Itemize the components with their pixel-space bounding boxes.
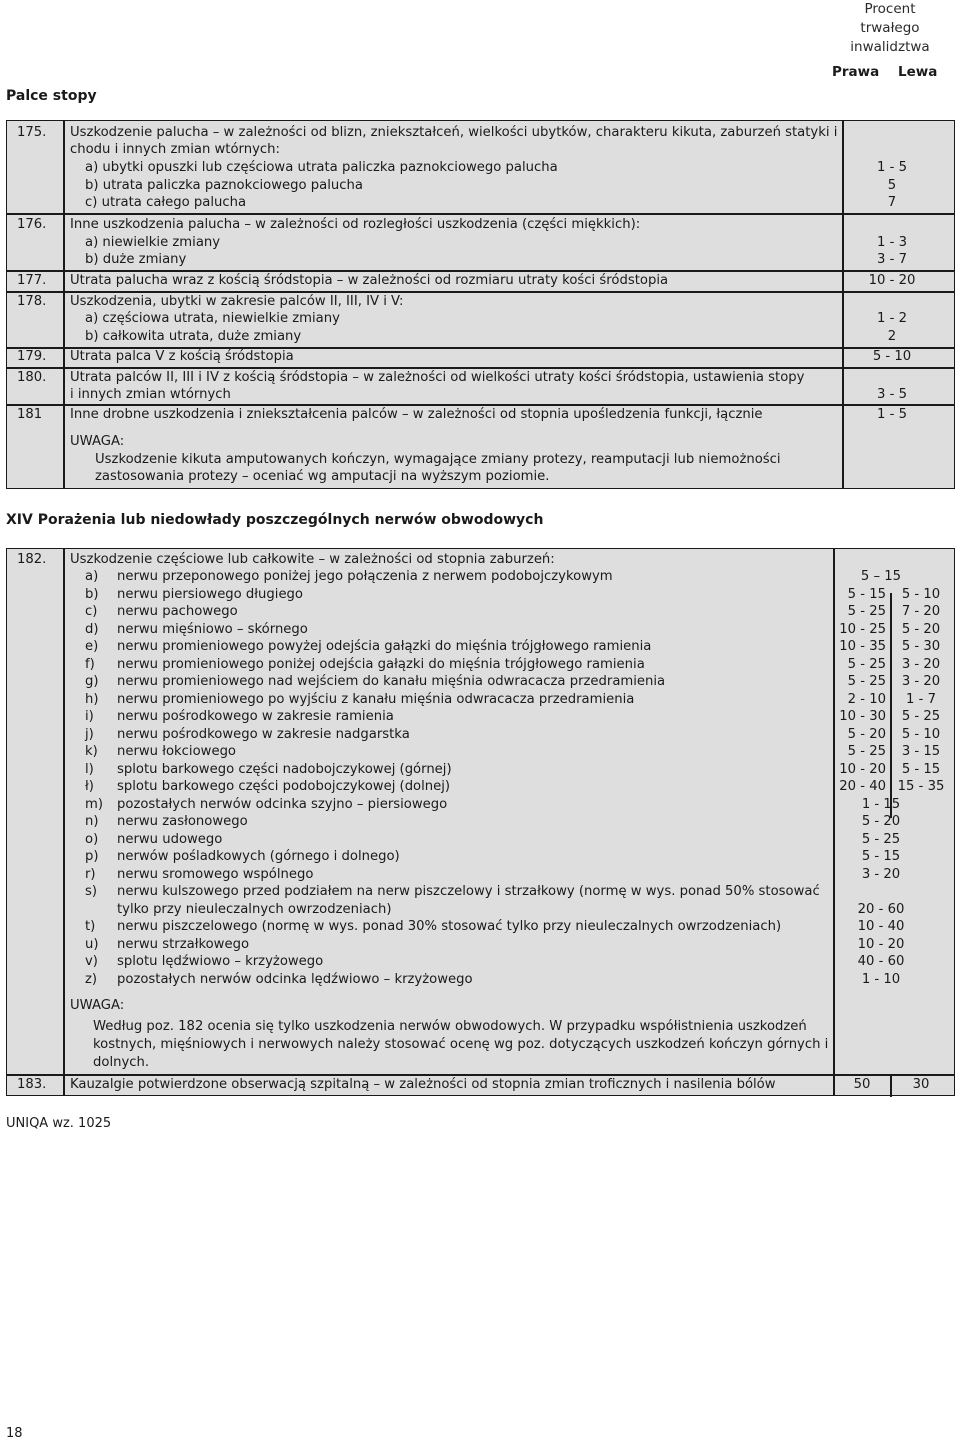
percent-value: 10 - 40: [857, 919, 905, 934]
item-text: nerwu zasłonowego: [117, 814, 248, 829]
item-text: Utrata palców II, III i IV z kością śródstopia – w zależności od wielkości utraty kości śródstopia, ustawienia stopy: [70, 370, 805, 385]
item-text: nerwu pachowego: [117, 604, 238, 619]
item-letter: t): [85, 919, 96, 934]
item-text: nerwu pośrodkowego w zakresie nadgarstka: [117, 726, 410, 742]
row-divider: [7, 213, 954, 215]
item-text: nerwu kulszowego przed podziałem na nerw piszczelowy i strzałkowy (normę w wys. ponad 50% stosować: [117, 884, 820, 899]
item-text: Utrata palucha wraz z kością śródstopia – w zależności od rozmiaru utraty kości śródstopia: [70, 273, 669, 288]
percent-value-left: 3 - 20: [901, 674, 941, 689]
percent-header: [840, 0, 940, 57]
item-number: 178.: [17, 294, 47, 309]
item-letter: o): [85, 831, 99, 847]
item-text: nerwu mięśniowo – skórnego: [117, 621, 308, 637]
percent-value: 1 - 15: [861, 796, 901, 812]
percent-value-left: 3 - 20: [901, 656, 941, 672]
nerves-table: [6, 548, 955, 1096]
item-text: nerwu pośrodkowego w zakresie ramienia: [117, 709, 394, 724]
item-text: pozostałych nerwów odcinka szyjno – piersiowego: [117, 796, 448, 812]
item-letter: k): [85, 744, 98, 759]
percent-value-right: 50: [853, 1077, 871, 1092]
percent-value-left: 5 - 10: [901, 586, 941, 602]
item-letter: i): [85, 709, 94, 724]
percent-value-right: 5 - 25: [847, 674, 886, 689]
percent-value: 5 - 15: [861, 849, 901, 864]
percent-value: 1 - 5: [877, 407, 907, 422]
percent-value-right: 10 - 35: [839, 639, 886, 654]
toes-table: [6, 120, 955, 489]
item-text: Uszkodzenie częściowe lub całkowite – w zależności od stopnia zaburzeń:: [70, 552, 555, 567]
percent-value-left: 1 - 7: [906, 691, 936, 707]
left-column-header: Lewa: [898, 64, 938, 80]
page-number: 18: [6, 1426, 23, 1441]
item-text: tylko przy nieuleczalnych owrzodzeniach): [117, 901, 392, 917]
item-text: nerwów pośladkowych (górnego i dolnego): [117, 849, 400, 864]
item-letter: ł): [85, 779, 94, 794]
percent-value: 5: [887, 178, 897, 193]
sub-item: a) niewielkie zmiany: [85, 235, 221, 250]
section-title-toes: Palce stopy: [6, 88, 97, 104]
percent-value-right: 5 - 25: [847, 744, 886, 759]
item-number: 181: [17, 407, 43, 422]
percent-value: 20 - 60: [857, 901, 905, 917]
note-text: kostnych, mięśniowych i nerwowych należy stosować ocenę wg poz. dotyczących uszkodzeń kończyn górnych i: [93, 1037, 829, 1052]
item-text: Utrata palca V z kością śródstopia: [70, 349, 294, 364]
item-text: splotu lędźwiowo – krzyżowego: [117, 954, 324, 969]
percent-value: 1 - 3: [877, 235, 907, 250]
percent-value-right: 5 - 25: [847, 604, 886, 619]
item-letter: p): [85, 849, 99, 864]
percent-value-right: 10 - 20: [839, 761, 886, 777]
percent-value-left: 5 - 15: [901, 761, 941, 777]
item-text: Uszkodzenie palucha – w zależności od blizn, zniekształceń, wielkości ubytków, charakteru kikuta, zaburzeń statyki i: [70, 125, 838, 140]
item-text: nerwu sromowego wspólnego: [117, 866, 314, 882]
item-number: 179.: [17, 349, 47, 364]
percent-value-right: 5 - 25: [847, 656, 886, 672]
item-text: pozostałych nerwów odcinka lędźwiowo – krzyżowego: [117, 971, 473, 987]
percent-value-left: 3 - 15: [901, 744, 941, 759]
item-letter: h): [85, 691, 99, 707]
sub-item: b) utrata paliczka paznokciowego palucha: [85, 178, 363, 193]
percent-value: 5 - 10: [872, 349, 912, 364]
sub-item: c) utrata całego palucha: [85, 195, 247, 210]
percent-value: 10 - 20: [857, 936, 905, 952]
sub-item: b) całkowita utrata, duże zmiany: [85, 329, 302, 344]
percent-value: 1 - 5: [877, 160, 907, 175]
item-text: splotu barkowego części nadobojczykowej (górnej): [117, 761, 452, 777]
item-number: 176.: [17, 217, 47, 232]
percent-value: 3 - 5: [877, 387, 907, 402]
item-letter: z): [85, 971, 98, 987]
percent-value: 5 – 15: [860, 569, 902, 584]
number-column-divider: [63, 121, 65, 488]
item-letter: e): [85, 639, 99, 654]
percent-value-right: 10 - 30: [839, 709, 886, 724]
percent-value-left: 30: [912, 1077, 930, 1092]
item-text: nerwu promieniowego poniżej odejścia gałązki do mięśnia trójgłowego ramienia: [117, 656, 645, 672]
percent-header-line3: inwalidztwa: [850, 39, 930, 55]
sub-item: b) duże zmiany: [85, 252, 187, 267]
note-label: UWAGA:: [70, 434, 125, 449]
item-text: Inne uszkodzenia palucha – w zależności od rozległości uszkodzenia (części miękkich):: [70, 217, 641, 232]
item-text: Kauzalgie potwierdzone obserwacją szpitalną – w zależności od stopnia zmian troficznych i nasilenia bólów: [70, 1077, 776, 1092]
item-letter: b): [85, 586, 99, 602]
item-number: 183.: [17, 1077, 47, 1092]
percent-value: 5 - 20: [861, 814, 901, 829]
percent-value: 3 - 20: [861, 866, 901, 882]
item-number: 177.: [17, 273, 47, 288]
note-label: UWAGA:: [70, 998, 125, 1013]
percent-value-right: 10 - 25: [839, 621, 886, 637]
percent-header-line1: Procent: [864, 1, 916, 17]
item-letter: c): [85, 604, 98, 619]
note-text: Według poz. 182 ocenia się tylko uszkodzenia nerwów obwodowych. W przypadku współistnienia uszkodzeń: [93, 1019, 807, 1034]
item-letter: j): [85, 726, 94, 742]
item-number: 180.: [17, 370, 47, 385]
item-text: nerwu promieniowego nad wejściem do kanału mięśnia odwracacza przedramienia: [117, 674, 666, 689]
number-column-divider: [63, 549, 65, 1095]
percent-value-right: 5 - 20: [847, 726, 886, 742]
percent-value-left: 5 - 10: [901, 726, 941, 742]
item-text: nerwu piszczelowego (normę w wys. ponad 30% stosować tylko przy nieuleczalnych owrzodzeniach): [117, 919, 782, 934]
item-text: nerwu promieniowego po wyjściu z kanału mięśnia odwracacza przedramienia: [117, 691, 635, 707]
right-column-header: Prawa: [832, 64, 880, 80]
sub-item: a) ubytki opuszki lub częściowa utrata paliczka paznokciowego palucha: [85, 160, 558, 175]
item-number: 175.: [17, 125, 47, 140]
item-letter: v): [85, 954, 98, 969]
item-number: 182.: [17, 552, 47, 567]
item-text: nerwu udowego: [117, 831, 223, 847]
item-letter: n): [85, 814, 99, 829]
note-text: dolnych.: [93, 1055, 150, 1070]
percent-value-left: 7 - 20: [901, 604, 941, 619]
percent-value: 10 - 20: [868, 273, 916, 288]
percent-value: 1 - 10: [861, 971, 901, 987]
item-text: Uszkodzenia, ubytki w zakresie palców II, III, IV i V:: [70, 294, 404, 309]
percent-value: 7: [887, 195, 897, 210]
percent-value-left: 15 - 35: [897, 779, 945, 794]
sub-item: a) częściowa utrata, niewielkie zmiany: [85, 311, 340, 326]
section-title-nerves: XIV Porażenia lub niedowłady poszczególnych nerwów obwodowych: [6, 512, 544, 528]
item-text: chodu i innych zmian wtórnych:: [70, 142, 280, 157]
percent-value-right: 20 - 40: [839, 779, 886, 794]
item-text: i innych zmian wtórnych: [70, 387, 231, 402]
item-letter: a): [85, 569, 99, 584]
percent-value-left: 5 - 30: [901, 639, 941, 654]
note-text: Uszkodzenie kikuta amputowanych kończyn, wymagające zmiany protezy, reamputacji lub niemożności: [95, 452, 781, 467]
percent-value: 1 - 2: [877, 311, 907, 326]
item-text: nerwu przeponowego poniżej jego połączenia z nerwem podobojczykowym: [117, 569, 613, 584]
item-letter: d): [85, 621, 99, 637]
percent-value-right: 5 - 15: [847, 586, 886, 602]
item-letter: s): [85, 884, 98, 899]
item-letter: u): [85, 936, 99, 952]
percent-value-right: 2 - 10: [847, 691, 886, 707]
percent-value-left: 5 - 25: [901, 709, 941, 724]
item-letter: f): [85, 656, 95, 672]
percent-value: 5 - 25: [861, 831, 901, 847]
percent-value: 2: [887, 329, 897, 344]
item-text: nerwu promieniowego powyżej odejścia gałązki do mięśnia trójgłowego ramienia: [117, 639, 652, 654]
item-letter: g): [85, 674, 99, 689]
percent-value-left: 5 - 20: [901, 621, 941, 637]
item-text: splotu barkowego części podobojczykowej (dolnej): [117, 779, 451, 794]
percent-value: 3 - 7: [877, 252, 907, 267]
note-text: zastosowania protezy – oceniać wg amputacji na wyższym poziomie.: [95, 469, 550, 484]
percent-value: 40 - 60: [857, 954, 905, 969]
percent-header-line2: trwałego: [860, 20, 920, 36]
item-letter: l): [85, 761, 94, 777]
item-text: nerwu łokciowego: [117, 744, 237, 759]
footer-code: UNIQA wz. 1025: [6, 1116, 112, 1131]
item-letter: m): [85, 796, 103, 812]
item-letter: r): [85, 866, 96, 882]
item-text: nerwu strzałkowego: [117, 936, 250, 952]
item-text: nerwu piersiowego długiego: [117, 586, 303, 602]
item-text: Inne drobne uszkodzenia i zniekształcenia palców – w zależności od stopnia upośledzenia funkcji, łącznie: [70, 407, 763, 422]
